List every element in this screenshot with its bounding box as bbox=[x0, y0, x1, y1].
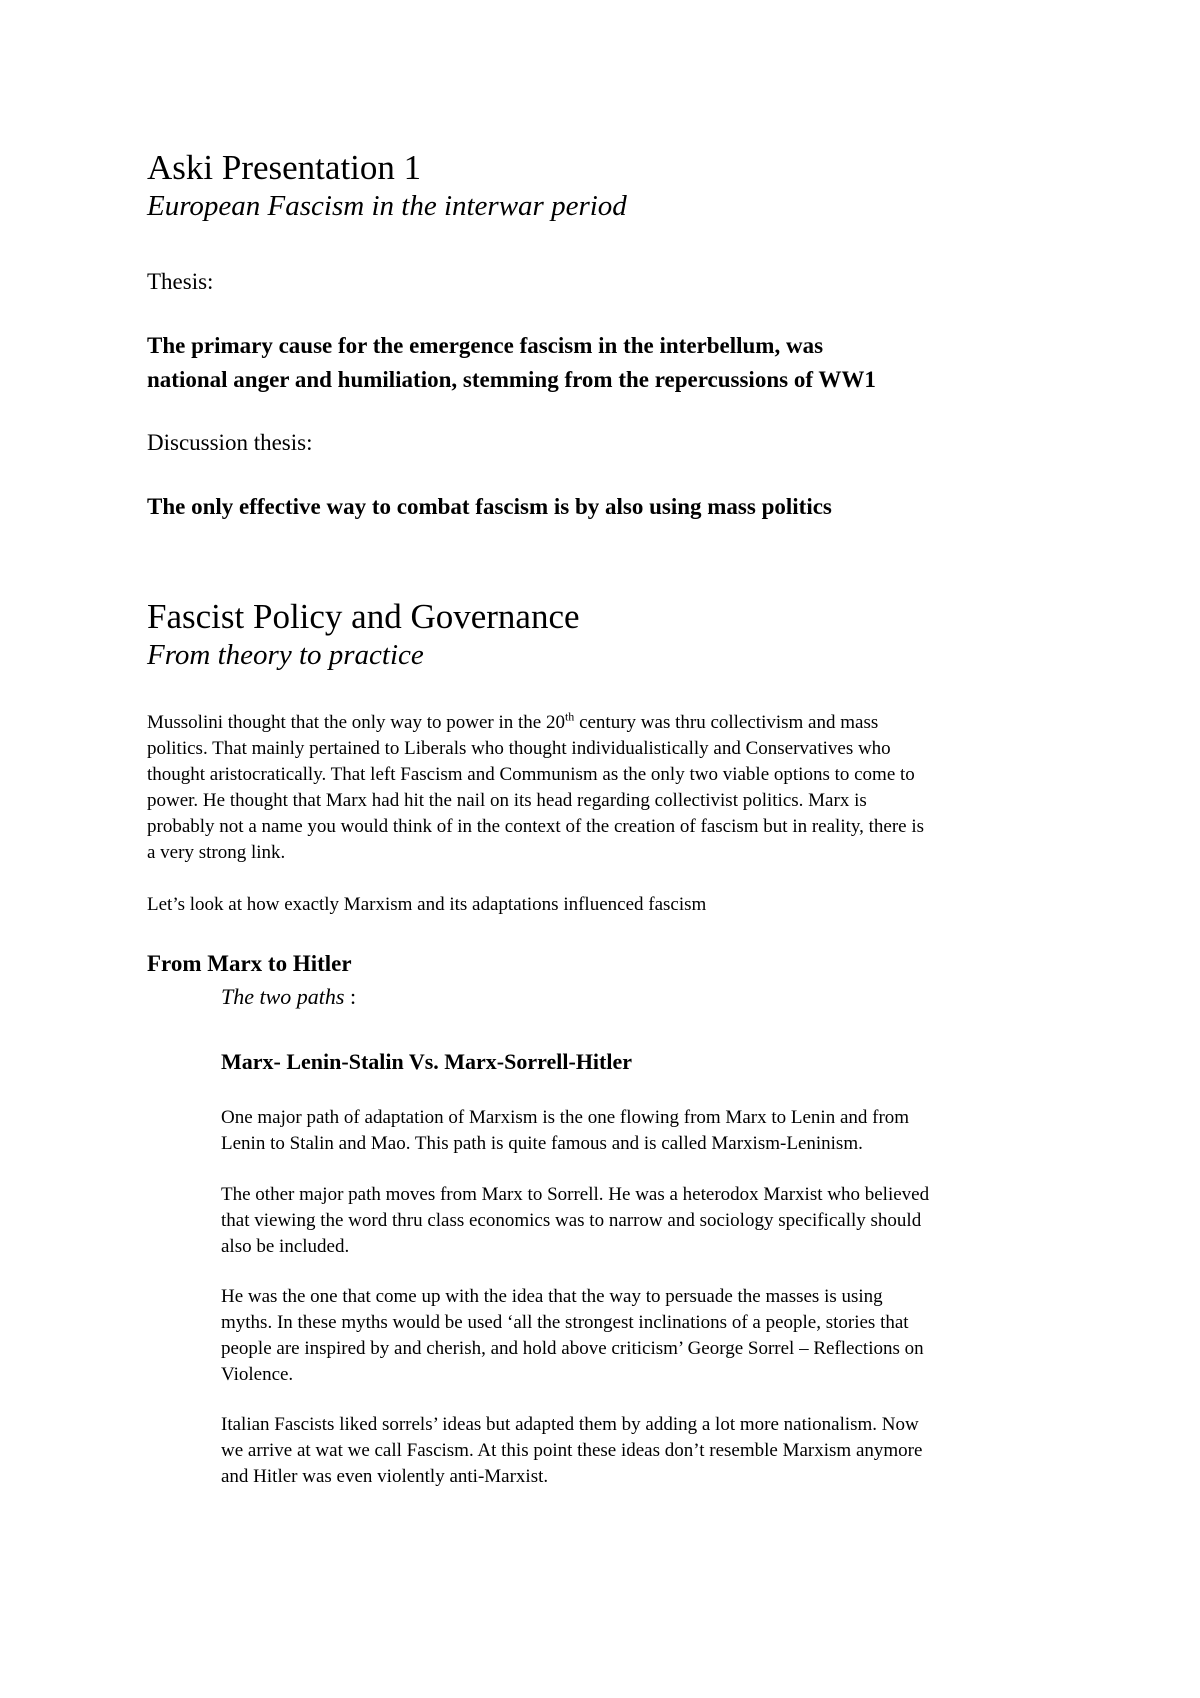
paragraph-line: and Hitler was even violently anti-Marxist. bbox=[221, 1466, 549, 1487]
document-subtitle: European Fascism in the interwar period bbox=[147, 190, 627, 222]
section-subtitle: From theory to practice bbox=[147, 639, 424, 671]
document-title: Aski Presentation 1 bbox=[147, 148, 422, 187]
marx-to-hitler-heading: From Marx to Hitler bbox=[147, 951, 352, 976]
paragraph-line: The other major path moves from Marx to Sorrell. He was a heterodox Marxist who believed bbox=[221, 1184, 930, 1205]
thesis-line: The primary cause for the emergence fascism in the interbellum, was bbox=[147, 333, 824, 358]
paragraph-myths bbox=[221, 1284, 924, 1388]
paragraph-line: One major path of adaptation of Marxism is the one flowing from Marx to Lenin and from bbox=[221, 1107, 910, 1128]
paragraph-line: Violence. bbox=[221, 1364, 294, 1385]
thesis-statement bbox=[147, 329, 876, 397]
paragraph-line: Italian Fascists liked sorrels’ ideas but adapted them by adding a lot more nationalism. Now bbox=[221, 1414, 919, 1435]
intro-line: power. He thought that Marx had hit the nail on its head regarding collectivist politics. Marx is bbox=[147, 790, 867, 811]
intro-line: probably not a name you would think of in the context of the creation of fascism but in reality, there is bbox=[147, 816, 925, 837]
paths-comparison-heading: Marx- Lenin-Stalin Vs. Marx-Sorrell-Hitler bbox=[221, 1049, 633, 1074]
discussion-thesis-statement: The only effective way to combat fascism is by also using mass politics bbox=[147, 494, 832, 519]
paragraph-line: He was the one that come up with the idea that the way to persuade the masses is using bbox=[221, 1286, 883, 1307]
intro-line: politics. That mainly pertained to Liberals who thought individualistically and Conservatives who bbox=[147, 738, 891, 759]
paragraph-line: we arrive at wat we call Fascism. At this point these ideas don’t resemble Marxism anymore bbox=[221, 1440, 923, 1461]
paragraph-line: also be included. bbox=[221, 1236, 350, 1257]
paragraph-marxism-leninism bbox=[221, 1105, 909, 1157]
intro-line: thought aristocratically. That left Fascism and Communism as the only two viable options to come to bbox=[147, 764, 915, 785]
paragraph-line: Lenin to Stalin and Mao. This path is quite famous and is called Marxism-Leninism. bbox=[221, 1133, 863, 1154]
lets-look-paragraph: Let’s look at how exactly Marxism and its adaptations influenced fascism bbox=[147, 894, 707, 915]
paragraph-italian-fascists bbox=[221, 1412, 922, 1490]
intro-line: a very strong link. bbox=[147, 842, 286, 863]
paragraph-sorrell bbox=[221, 1182, 929, 1260]
paragraph-line: people are inspired by and cherish, and hold above criticism’ George Sorrel – Reflections on bbox=[221, 1338, 924, 1359]
intro-paragraph bbox=[147, 710, 1067, 866]
paragraph-line: myths. In these myths would be used ‘all the strongest inclinations of a people, stories that bbox=[221, 1312, 909, 1333]
two-paths-subheading: The two paths : bbox=[221, 984, 357, 1009]
discussion-thesis-label: Discussion thesis: bbox=[147, 430, 313, 455]
paragraph-line: that viewing the word thru class economics was to narrow and sociology specifically should bbox=[221, 1210, 922, 1231]
section-title: Fascist Policy and Governance bbox=[147, 597, 580, 636]
thesis-line: national anger and humiliation, stemming from the repercussions of WW1 bbox=[147, 367, 876, 392]
thesis-label: Thesis: bbox=[147, 269, 214, 294]
intro-line: Mussolini thought that the only way to power in the 20th century was thru collectivism and mass bbox=[147, 709, 879, 733]
